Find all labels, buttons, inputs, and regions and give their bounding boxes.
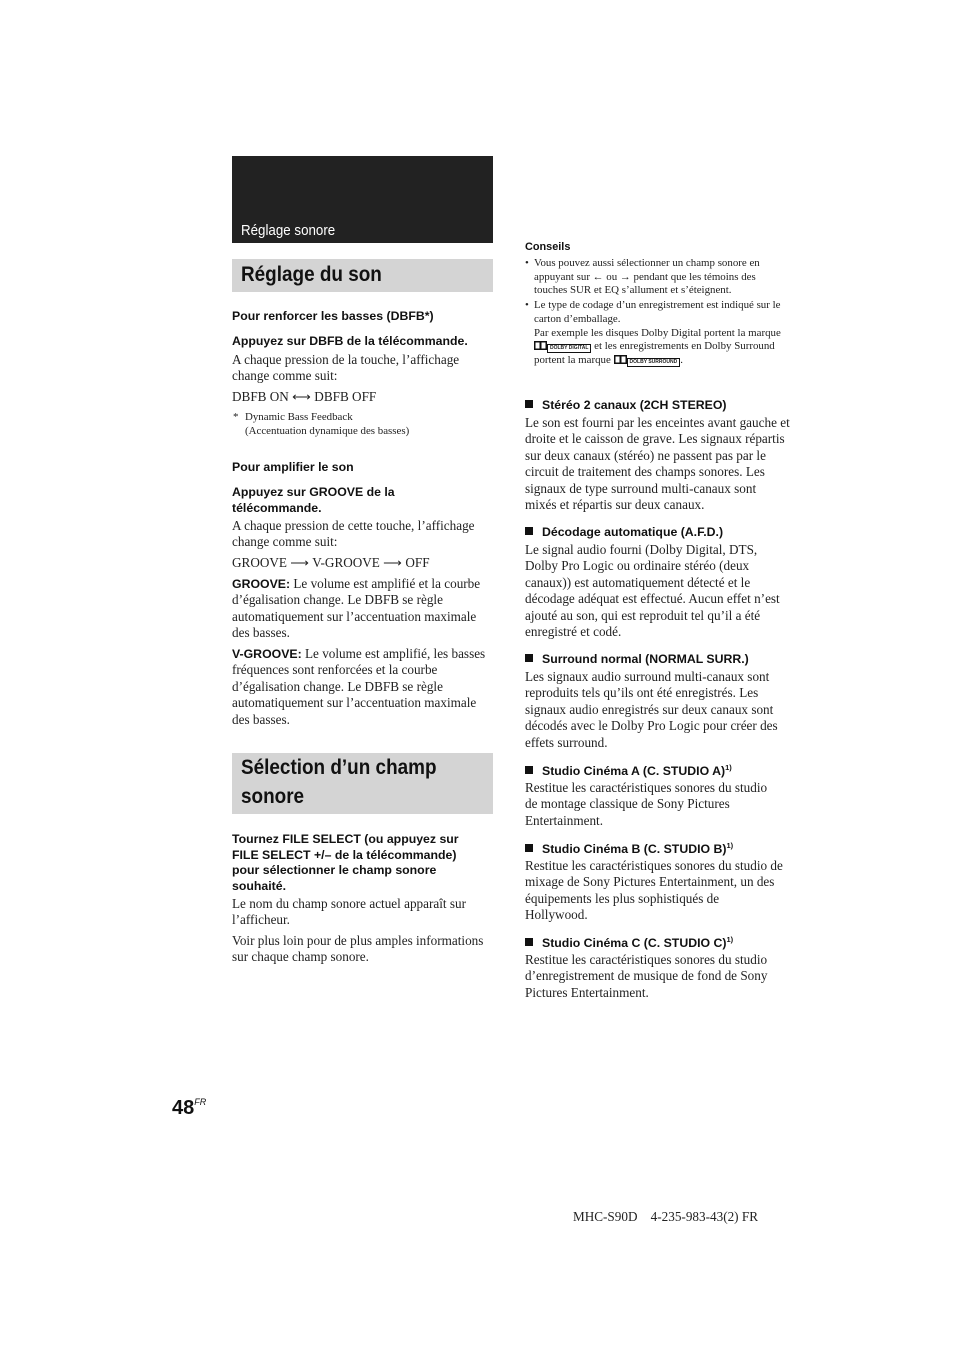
page-number [172,1097,206,1120]
mode-sup: 1) [725,763,732,772]
bass-instruction: Appuyez sur DBFB de la télécommande. [232,334,468,348]
tip-1: • Vous pouvez aussi sélectionner un champ sonore en appuyant sur ← ou → pendant que les témoins des touches SUR et EQ s’allument et s’éteignent. [525,257,787,298]
vgroove-desc-text: Le volume est amplifié, les basses fréquences sont renforcées et la courbe d’égalisation change. Le DBFB se règle automatiquement sur l’accentuation maximale des basses. [232,646,486,727]
tip-2-line-a: Le type de codage d’un enregistrement est indiqué sur le carton d’emballage. [534,299,781,325]
mode-title: Studio Cinéma A (C. STUDIO A) [542,764,726,779]
mode-text-afd: Le signal audio fourni (Dolby Digital, DTS, Dolby Pro Logic ou ordinaire stéréo (deux canaux)) est automatiquement détecté et le décodage adéquat est effectué. Aucun effet n’est ajouté au son, qui est reproduit tel qu’il a été enregistré et codé. [525,542,780,640]
tips-heading: Conseils [525,241,571,253]
tip-2: • Le type de codage d’un enregistrement est indiqué sur le carton d’emballage. Par exemple les disques Dolby Digital portent la marque DOLBY DIGITAL et les enregistrements en Dolby Surround portent la marque DOLBY SURROUND . [525,299,787,368]
groove-desc-text: Le volume est amplifié et la courbe d’égalisation change. Le DBFB se règle automatiquement sur l’accentuation maximale des basses. [232,576,481,641]
tips-list [525,257,787,368]
mode-text-studio-a: Restitue les caractéristiques sonores du studio de montage classique de Sony Pictures Entertainment. [525,780,768,828]
dolby-digital-logo [534,340,594,352]
mode-text-studio-c: Restitue les caractéristiques sonores du studio d’enregistrement de musique de fond de Sony Pictures Entertainment. [525,952,768,1000]
vgroove-desc [232,646,494,728]
mode-text-2ch-stereo: Le son est fourni par les enceintes avant gauche et droite et le caisson de grave. Les signaux répartis sur deux canaux (stéréo) ne passent pas par le circuit de traitement des champs sonores. Les signaux de type surround multi-canaux sont mixés et répartis sur deux canaux. [525,415,790,513]
mode-title: Décodage automatique (A.F.D.) [542,525,724,539]
footnote-line-1: Dynamic Bass Feedback [245,411,353,423]
tip-2-line-b2: et les enregistrements en Dolby Surround portent la marque [534,340,775,366]
mode-head-2ch-stereo [525,398,790,412]
select-text-2: Voir plus loin pour de plus amples informations sur chaque champ sonore. [232,933,484,965]
arrow-right-icon: ⟶ [383,555,403,570]
footnote-mark: * [233,411,239,423]
seq-groove: GROOVE [232,555,287,570]
dolby-surround-logo [614,354,681,366]
vgroove-label: V-GROOVE: [232,647,302,661]
mode-title: Stéréo 2 canaux (2CH STEREO) [542,398,727,412]
dbfb-off: DBFB OFF [314,389,377,404]
dolby-surround-text: DOLBY SURROUND [627,358,681,367]
page-title-selection-line1: Sélection d’un champ [241,755,437,779]
double-arrow-icon: ⟷ [292,389,311,404]
groove-instruction: Appuyez sur GROOVE de la télécommande. [232,485,395,515]
bass-heading: Pour renforcer les basses (DBFB*) [232,309,434,323]
mode-sup: 1) [726,841,734,850]
dbfb-on: DBFB ON [232,389,289,404]
arrow-right-icon: ⟶ [290,555,310,570]
mode-head-studio-c [525,935,790,950]
square-bullet-icon [525,766,533,774]
square-bullet-icon [525,527,533,535]
dolby-double-d-icon [534,341,547,350]
groove-label: GROOVE: [232,577,291,591]
section-tab [232,156,493,243]
mode-title: Studio Cinéma B (C. STUDIO B) [542,842,727,857]
page-title-selection-line2: sonore [241,784,305,808]
groove-heading: Pour amplifier le son [232,460,354,474]
groove-desc [232,576,494,642]
section-tab-label: Réglage sonore [241,223,336,239]
mode-sup: 1) [726,935,734,944]
square-bullet-icon [525,938,533,946]
bass-text: A chaque pression de la touche, l’affichage change comme suit: [232,352,460,384]
dbfb-sequence [232,389,494,405]
mode-head-studio-b [525,841,790,856]
seq-off: OFF [405,555,430,570]
title-bar-reglage-du-son [232,259,493,292]
page-number-value: 48 [172,1097,195,1119]
seq-v-groove: V-GROOVE [312,555,380,570]
square-bullet-icon [525,654,533,662]
page-title-reglage-du-son: Réglage du son [241,262,382,286]
dolby-double-d-icon [614,355,627,364]
mode-title: Studio Cinéma C (C. STUDIO C) [542,936,727,951]
groove-sequence [232,555,494,571]
page-lang: FR [194,1097,207,1107]
groove-text: A chaque pression de cette touche, l’affichage change comme suit: [232,518,475,550]
select-instruction: Tournez FILE SELECT (ou appuyez sur FILE SELECT +/– de la télécommande) pour sélectionner le champ sonore souhaité. [232,832,459,893]
square-bullet-icon [525,400,533,408]
mode-text-normal-surr: Les signaux audio surround multi-canaux sont reproduits tels qu’ils ont été enregistrés. Les signaux audio enregistrés sur deux canaux sont décodés avec le Dolby Pro Logic pour créer des effets surround. [525,669,778,750]
model-code: MHC-S90D 4-235-983-43(2) FR [573,1209,758,1224]
tip-2-line-b1: Par exemple les disques Dolby Digital portent la marque [534,326,781,339]
mode-head-normal-surr [525,652,790,666]
mode-head-afd [525,525,790,539]
dolby-digital-text: DOLBY DIGITAL [547,344,591,353]
square-bullet-icon [525,844,533,852]
mode-title: Surround normal (NORMAL SURR.) [542,652,749,666]
mode-head-studio-a [525,763,790,778]
title-bar-selection [232,753,493,814]
mode-text-studio-b: Restitue les caractéristiques sonores du studio de mixage de Sony Pictures Entertainment, un des équipements les plus sophistiqués de Hollywood. [525,858,783,923]
select-text-1: Le nom du champ sonore actuel apparaît sur l’afficheur. [232,896,466,928]
footnote-line-2: (Accentuation dynamique des basses) [245,425,410,437]
